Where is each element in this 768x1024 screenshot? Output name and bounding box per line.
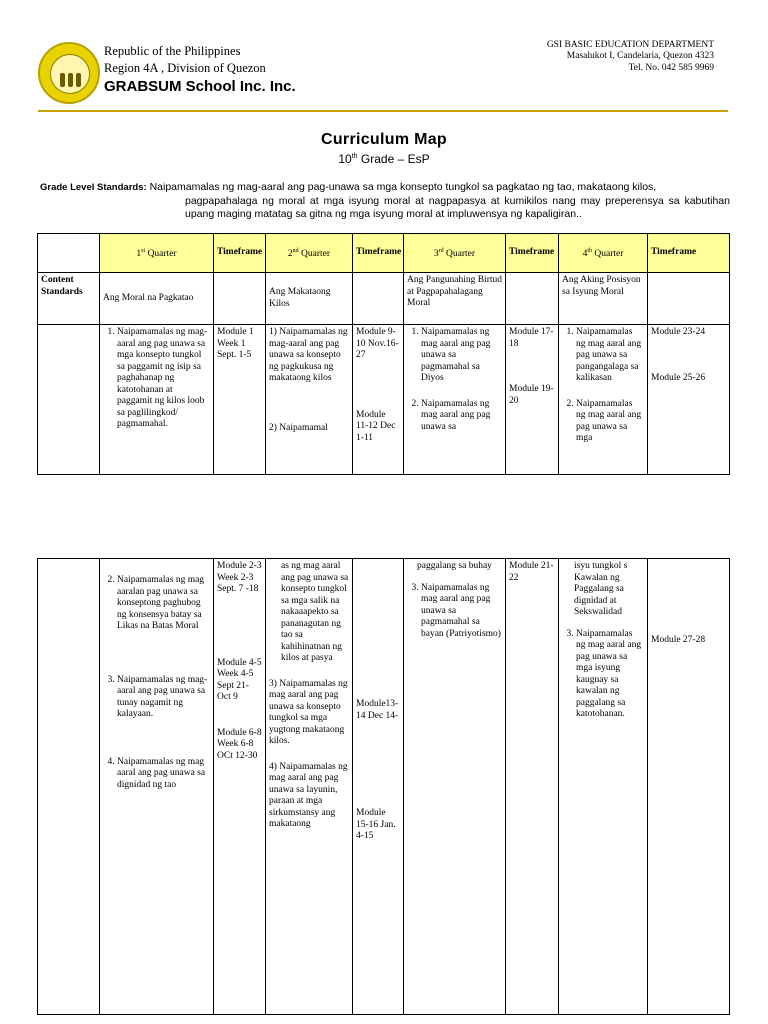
standards-row-1	[38, 325, 730, 475]
grade-suffix: th	[351, 153, 358, 160]
republic-line: Republic of the Philippines	[104, 44, 241, 58]
school-logo	[38, 42, 100, 104]
header-q1	[100, 234, 214, 273]
list-item: 2. Naipamamalas ng mag aaral ang pag unawa sa	[421, 399, 502, 434]
header-blank-cell	[38, 234, 100, 273]
quarter-header-row	[38, 234, 730, 273]
gls-label: Grade Level Standards:	[40, 182, 147, 193]
school-address: Masalukot I, Candelaria, Quezon 4323	[566, 51, 714, 61]
q1-label: Quarter	[145, 248, 177, 259]
row1-q2-timeframe	[353, 325, 404, 475]
list-item: 2) Naipamamal	[269, 422, 328, 433]
q4-num: 4	[582, 248, 588, 259]
row1-q3-timeframe	[506, 325, 559, 475]
curriculum-table-page2	[37, 558, 730, 1015]
standards-row-2	[38, 559, 730, 1015]
list-item-continued: isyu tungkol s Kawalan ng Paggalang sa dignidad at Sekswalidad	[574, 561, 628, 617]
grade-subject: Grade – EsP	[357, 152, 430, 166]
department-name: GSI BASIC EDUCATION DEPARTMENT	[546, 40, 714, 50]
timeframe-entry: Module13-14 Dec 14-	[356, 699, 399, 721]
q4-label: Quarter	[592, 248, 624, 259]
row1-q1	[100, 325, 214, 475]
timeframe-entry: Module 4-5 Week 4-5 Sept 21-Oct 9	[217, 657, 262, 702]
list-item: 3. Naipamamalas ng mag-aaral ang pag unawa sa tunay nagamit ng kalayaan.	[117, 675, 210, 721]
row2-q4	[559, 559, 648, 1015]
list-item-continued: paggalang sa buhay	[417, 561, 492, 571]
timeframe-entry: Module 9-10 Nov.16-27	[356, 327, 399, 360]
list-item: 4. Naipamamalas ng mag aaral ang pag unawa sa dignidad ng tao	[117, 757, 210, 792]
row1-q4-timeframe	[648, 325, 730, 475]
curriculum-table-page1	[37, 233, 730, 475]
row1-label-cell	[38, 325, 100, 475]
row1-q4	[559, 325, 648, 475]
list-item: 3) Naipamamalas ng mag aaral ang pag unawa sa konsepto tungkol sa mga yugtong makataong kilos.	[269, 678, 348, 746]
grade-number: 10	[338, 152, 352, 166]
content-tf3	[506, 273, 559, 325]
logo-figure	[76, 73, 81, 87]
logo-seal	[50, 54, 90, 94]
row1-q1-timeframe: Module 1 Week 1 Sept. 1-5	[214, 325, 266, 475]
q1-num: 1	[136, 248, 142, 259]
row2-q3	[404, 559, 506, 1015]
list-item: 1. Naipamamalas ng mag aaral ang pag unawa sa pangangalaga sa kalikasan	[576, 327, 644, 385]
row2-q2-timeframe	[353, 559, 404, 1015]
header-divider	[38, 110, 728, 112]
header-timeframe-2: Timeframe	[353, 234, 404, 273]
row2-q3-timeframe: Module 21-22	[506, 559, 559, 1015]
content-q1: Ang Moral na Pagkatao	[100, 273, 214, 325]
list-item: 4) Naipamamalas ng mag aaral ang pag unawa sa layunin, paraan at mga sirkumstansy ang makataong	[269, 761, 348, 829]
logo-figure	[68, 73, 73, 87]
row2-q2	[266, 559, 353, 1015]
row2-label-cell	[38, 559, 100, 1015]
timeframe-entry: Module 25-26	[651, 372, 706, 383]
list-item: 1. Naipamamalas ng mag aaral ang pag unawa sa pagmamahal sa Diyos	[421, 327, 502, 385]
content-standards-row	[38, 273, 730, 325]
content-tf1	[214, 273, 266, 325]
q4-sup: th	[587, 247, 593, 254]
list-item: 1. Naipamamalas ng mag-aaral ang pag unawa sa mga konsepto tungkol sa paggamit ng isip sa paghahanap ng katotohanan at paggamit ng kilos loob sa paglilingkod/ pagmamahal.	[117, 327, 210, 431]
list-item: 2. Naipamamalas ng mag aaral ang pag unawa sa mga	[576, 399, 644, 445]
list-item: 3. Naipamamalas ng mag aaral ang pag unawa sa mga isyung kaugnay sa kawalan ng paggalang sa katotohanan.	[576, 629, 644, 721]
header-q4	[559, 234, 648, 273]
timeframe-entry: Module 15-16 Jan. 4-15	[356, 808, 396, 841]
content-standards-label: Content Standards	[38, 273, 100, 325]
list-item: 1) Naipamamalas ng mag-aaral ang pag unawa sa konsepto ng pagkukusa ng makataong kilos	[269, 327, 348, 383]
q1-sup: st	[141, 247, 146, 254]
header-q2	[266, 234, 353, 273]
q3-num: 3	[433, 248, 439, 259]
q2-sup: nd	[292, 247, 299, 254]
row1-q3	[404, 325, 506, 475]
timeframe-entry: Module 6-8 Week 6-8 OCt 12-30	[217, 727, 262, 761]
row2-q1	[100, 559, 214, 1015]
gls-text-line1: Naipamamalas ng mag-aaral ang pag-unawa sa mga konsepto tungkol sa pagkatao ng tao, makataong kilos,	[146, 181, 657, 193]
region-line: Region 4A , Division of Quezon	[104, 61, 266, 75]
timeframe-entry: Module 17-18	[509, 327, 554, 349]
header-timeframe-4: Timeframe	[648, 234, 730, 273]
list-item: 3. Naipamamalas ng mag aaral ang pag unawa sa pagmamahal sa bayan (Patriyotismo)	[421, 583, 502, 641]
timeframe-entry: Module 27-28	[651, 635, 706, 645]
q3-sup: rd	[438, 247, 444, 254]
logo-figure	[60, 73, 65, 87]
row2-q1-timeframe	[214, 559, 266, 1015]
list-item: 2. Naipamamalas ng mag aaralan pag unawa sa konseptong paghubog ng konsensya batay sa Likas na Batas Moral	[117, 575, 210, 633]
gls-text-line2: pagpapahalaga ng moral at mga isyung moral at nagpapasya at kumikilos nang may preperensya sa kabutihan upang maging matatag sa gitna ng mga isyung moral at impluwensya ng kapaligiran..	[185, 194, 730, 220]
header-timeframe-1: Timeframe	[214, 234, 266, 273]
school-name: GRABSUM School Inc. Inc.	[104, 78, 296, 95]
content-tf4	[648, 273, 730, 325]
timeframe-entry: Module 11-12 Dec 1-11	[356, 409, 396, 443]
timeframe-entry: Module 19-20	[509, 384, 554, 406]
row1-q2	[266, 325, 353, 475]
content-tf2	[353, 273, 404, 325]
timeframe-entry: Module 23-24	[651, 327, 706, 337]
content-q3: Ang Pangunahing Birtud at Pagpapahalagang Moral	[404, 273, 506, 325]
list-item-continued: as ng mag aaral ang pag unawa sa konsepto tungkol sa mga salik na nakaaapekto sa pananagutan ng tao sa kahihinatnan ng kilos at pasya	[281, 561, 349, 663]
header-timeframe-3: Timeframe	[506, 234, 559, 273]
document-title: Curriculum Map	[321, 131, 447, 148]
q2-label: Quarter	[298, 248, 331, 259]
timeframe-entry: Module 2-3 Week 2-3 Sept. 7 -18	[217, 561, 262, 594]
grade-subtitle	[0, 152, 768, 166]
school-telephone: Tel. No. 042 585 9969	[628, 63, 714, 73]
content-q4: Ang Aking Posisyon sa Isyung Moral	[559, 273, 648, 325]
q3-label: Quarter	[443, 248, 476, 259]
q2-num: 2	[287, 248, 293, 259]
header-q3	[404, 234, 506, 273]
content-q2: Ang Makataong Kilos	[266, 273, 353, 325]
grade-level-standards	[40, 181, 730, 222]
row2-q4-timeframe	[648, 559, 730, 1015]
